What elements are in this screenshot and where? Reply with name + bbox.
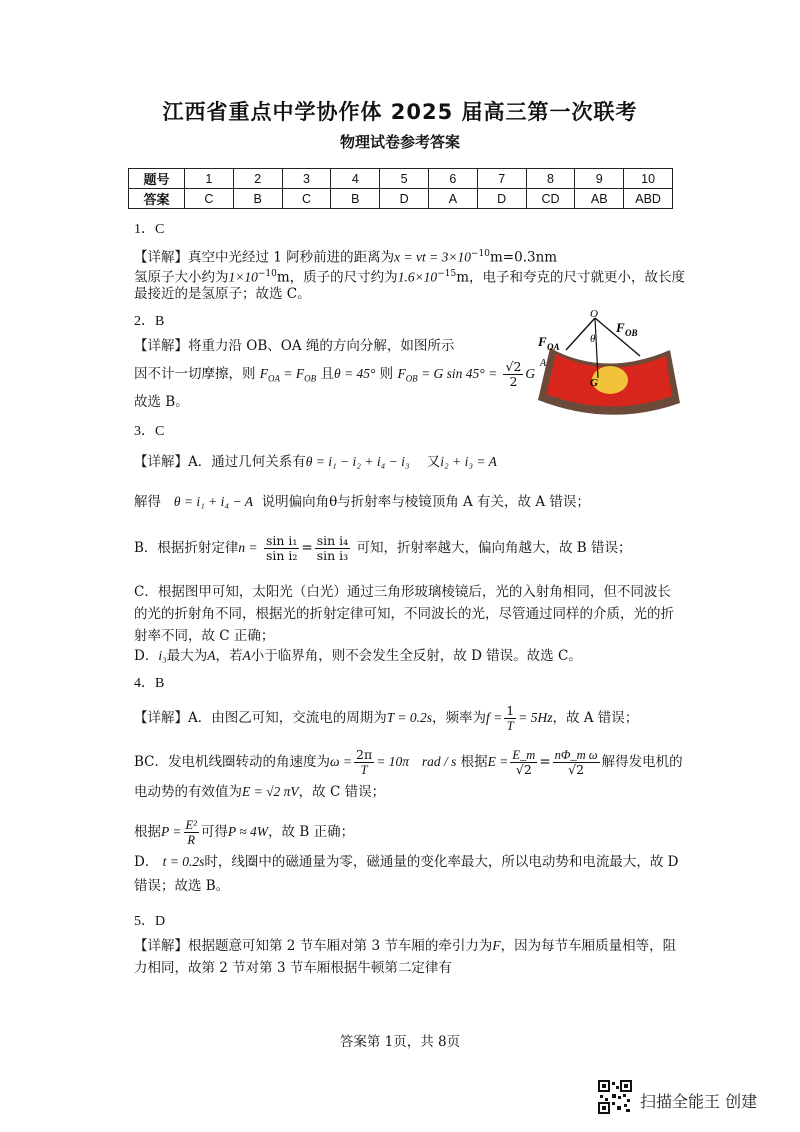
q5-line-1 [134, 936, 676, 956]
q3-line-5: 的光的折射角不同，根据光的折射定律可知，不同波长的光，尽管通过同样的介质，光的折 [134, 606, 674, 622]
q2-theta: θ = 45° [333, 366, 376, 381]
table-cell: D [477, 189, 526, 209]
q4-text: BC．发电机线圈转动的角速度为 [134, 754, 331, 770]
table-cell: 3 [282, 169, 331, 189]
page-footer: 答案第 1页，共 8页 [339, 1034, 461, 1050]
table-cell: 10 [624, 169, 673, 189]
q5-var: F [492, 938, 501, 953]
frac-denominator: √2 [515, 762, 532, 777]
q3-line-4: C．根据图甲可知，太阳光（白光）通过三角形玻璃棱镜后，光的入射角相同，但不同波长 [134, 584, 671, 600]
scanner-watermark: 扫描全能王 创建 [640, 1092, 758, 1111]
q4-fraction [553, 748, 600, 777]
q3-line-3 [134, 534, 632, 563]
row-label-question-number: 题号 [129, 169, 185, 189]
q4-text: ，故 A 错误； [552, 710, 639, 726]
q2-formula: = G sin 45° = [417, 366, 498, 381]
table-cell: 7 [477, 169, 526, 189]
table-cell: 5 [380, 169, 429, 189]
q2-text: 且 [320, 366, 334, 382]
table-cell: 1 [185, 169, 234, 189]
q4-formula: = 5Hz [518, 710, 553, 725]
q4-heading: 4．B [134, 676, 165, 691]
q4-fraction [354, 748, 374, 777]
label-theta: θ [590, 333, 596, 345]
q4-text: 时，线圈中的磁通量为零，磁通量的变化率最大，所以电动势和电流最大，故 D [204, 854, 679, 870]
q3-fraction [264, 534, 299, 563]
label-fob-sub: OB [625, 328, 638, 338]
frac-numerator: √2 [505, 359, 522, 374]
table-cell: CD [526, 189, 575, 209]
q1-exponent: −15 [437, 269, 457, 279]
q1-value: 1.6×10 [397, 269, 438, 285]
q3-text: ，若 [215, 648, 243, 664]
q4-eq: = [539, 754, 551, 770]
page-title: 江西省重点中学协作体 2025 届高三第一次联考 [162, 100, 638, 124]
q4-formula: t = 0.2s [162, 854, 205, 869]
q4-formula: f = [486, 710, 503, 725]
q2-line-1: 【详解】将重力沿 OB、OA 绳的方向分解，如图所示 [134, 338, 455, 354]
q4-line-1 [134, 704, 638, 733]
frac-denominator: 2 [509, 374, 518, 389]
q2-text: 因不计一切摩擦，则 [134, 366, 256, 382]
q4-unit: rad / s [421, 754, 457, 769]
q3-formula: i₂ + i₃ = A [440, 454, 497, 469]
q4-text: ，频率为 [432, 710, 487, 726]
table-cell: 9 [575, 169, 624, 189]
q1-text: 【详解】真空中光经过 1 阿秒前进的距离为 [134, 249, 395, 266]
q3-formula: θ = i₁ − i₂ + i₄ − i₃ [305, 454, 410, 469]
q2-g: G [525, 366, 536, 381]
q4-text: 【详解】A．由图乙可知，交流电的周期为 [134, 710, 387, 726]
frac-denominator: T [506, 719, 514, 733]
table-cell: D [380, 189, 429, 209]
q1-value: 1×10 [228, 269, 258, 285]
q4-formula: E = √2 πV [242, 784, 299, 799]
q3-line-2 [134, 492, 590, 512]
frac-denominator: T [360, 763, 368, 777]
table-cell: C [282, 189, 331, 209]
table-cell: B [331, 189, 380, 209]
q1-formula: x = vt = 3×10 [394, 249, 471, 265]
table-cell: ABD [624, 189, 673, 209]
q3-var: A [242, 648, 251, 663]
q3-line-6: 射率不同，故 C 正确； [134, 628, 275, 644]
frac-numerator: 1 [506, 703, 515, 718]
q4-line-2 [134, 748, 683, 777]
frac-numerator: nΦ_m ω [554, 748, 598, 762]
q3-fraction [315, 534, 350, 563]
q1-heading: 1．C [134, 222, 165, 237]
q3-text: 小于临界角，则不会发生全反射，故 D 错误。故选 C。 [250, 648, 582, 664]
q3-n: n = [238, 540, 258, 555]
q3-var: i₃ [158, 648, 167, 663]
q4-text: 电动势的有效值为 [134, 784, 242, 800]
q1-text: m，电子和夸克的尺寸就更小，故长度 [456, 269, 685, 286]
q2-fan-diagram [520, 308, 690, 420]
q1-line-3: 最接近的是氢原子；故选 C。 [134, 286, 311, 302]
q5-text: ，因为每节车厢质量相等，阻 [500, 938, 677, 954]
label-a: A [540, 358, 547, 369]
frac-numerator: sin i₁ [265, 533, 298, 548]
q3-formula: θ = i₁ + i₄ − A [173, 494, 253, 509]
q3-line-1 [134, 452, 497, 472]
q3-text: 又 [426, 454, 441, 470]
q4-formula: P = [161, 824, 182, 839]
label-g: G [590, 377, 598, 389]
q2-line-3: 故选 B。 [134, 394, 189, 410]
table-cell: AB [575, 189, 624, 209]
frac-numerator: 2π [356, 747, 373, 762]
q3-var: A [207, 648, 216, 663]
q1-exponent: −10 [257, 269, 277, 279]
q2-heading: 2．B [134, 314, 165, 329]
q2-text: 则 [379, 366, 394, 382]
q4-line-5 [134, 852, 679, 872]
table-row-answers [129, 189, 673, 209]
q3-text: D． [134, 648, 159, 664]
q1-text: m，质子的尺寸约为 [276, 269, 398, 286]
q3-eq: = [301, 540, 313, 556]
q4-fraction [504, 704, 516, 733]
q4-line-6: 错误；故选 B。 [134, 878, 230, 894]
q4-line-4 [134, 818, 354, 847]
table-cell: 8 [526, 169, 575, 189]
q1-formula-end: m=0.3nm [490, 249, 558, 266]
q4-formula: T = 0.2s [386, 710, 433, 725]
q1-text: 氢原子大小约为 [134, 269, 229, 286]
q4-text: 解得发电机的 [601, 754, 683, 770]
table-cell: C [185, 189, 234, 209]
q4-text: D． [134, 854, 159, 870]
frac-numerator: E² [185, 818, 197, 832]
frac-denominator: sin i₃ [316, 548, 349, 563]
frac-numerator: E_m [512, 748, 536, 762]
label-foa-sub: OA [547, 342, 560, 352]
q1-exponent: −10 [471, 249, 490, 259]
frac-denominator: sin i₂ [265, 548, 298, 563]
frac-denominator: √2 [568, 762, 585, 777]
table-cell: 4 [331, 169, 380, 189]
q3-text: 可知，折射率越大，偏向角越大，故 B 错误； [356, 540, 632, 556]
q3-heading: 3．C [134, 424, 165, 439]
q2-force: F [259, 366, 269, 381]
qr-code-icon [598, 1080, 632, 1114]
q2-sub: OB [304, 373, 317, 384]
q2-eq: = F [280, 366, 305, 381]
q2-sub: OB [405, 373, 418, 384]
q3-text: 最大为 [166, 648, 208, 664]
q4-text: ，故 C 错误； [298, 784, 386, 800]
q4-text: 根据 [460, 754, 488, 770]
q4-text: ，故 B 正确； [268, 824, 355, 840]
q4-line-3 [134, 782, 385, 802]
frac-denominator: R [187, 833, 196, 847]
q3-line-7 [134, 646, 582, 666]
q3-text: 解得 [134, 494, 161, 510]
row-label-answer: 答案 [129, 189, 185, 209]
q4-fraction [510, 748, 537, 777]
table-cell: 2 [233, 169, 282, 189]
q5-heading: 5．D [134, 914, 166, 929]
table-cell: B [233, 189, 282, 209]
page-subtitle: 物理试卷参考答案 [339, 133, 460, 151]
q2-line-2 [134, 360, 535, 389]
label-foa: F [538, 334, 547, 349]
q4-formula: = 10π [376, 754, 409, 769]
table-cell: 6 [428, 169, 477, 189]
q4-text: 可得 [200, 824, 228, 840]
q4-formula: P ≈ 4W [227, 824, 269, 839]
label-o: O [590, 308, 598, 320]
q3-text: 【详解】A．通过几何关系有 [134, 454, 306, 470]
q5-text: 【详解】根据题意可知第 2 节车厢对第 3 节车厢的牵引力为 [134, 938, 493, 954]
table-row-numbers [129, 169, 673, 189]
table-cell: A [428, 189, 477, 209]
q4-formula: E = [487, 754, 509, 769]
frac-numerator: sin i₄ [316, 533, 349, 548]
q4-fraction [184, 818, 199, 847]
q3-text: 说明偏向角θ与折射率与棱镜顶角 A 有关，故 A 错误； [261, 494, 590, 510]
q4-text: 根据 [134, 824, 161, 840]
q4-formula: ω = [330, 754, 353, 769]
q2-sub: OA [268, 373, 281, 384]
q2-force: F [397, 366, 406, 381]
q5-line-2: 力相同，故第 2 节对第 3 节车厢根据牛顿第二定律有 [134, 960, 452, 976]
label-fob: F [616, 320, 625, 335]
q3-text: B．根据折射定律 [134, 540, 239, 556]
answer-table [128, 168, 673, 209]
